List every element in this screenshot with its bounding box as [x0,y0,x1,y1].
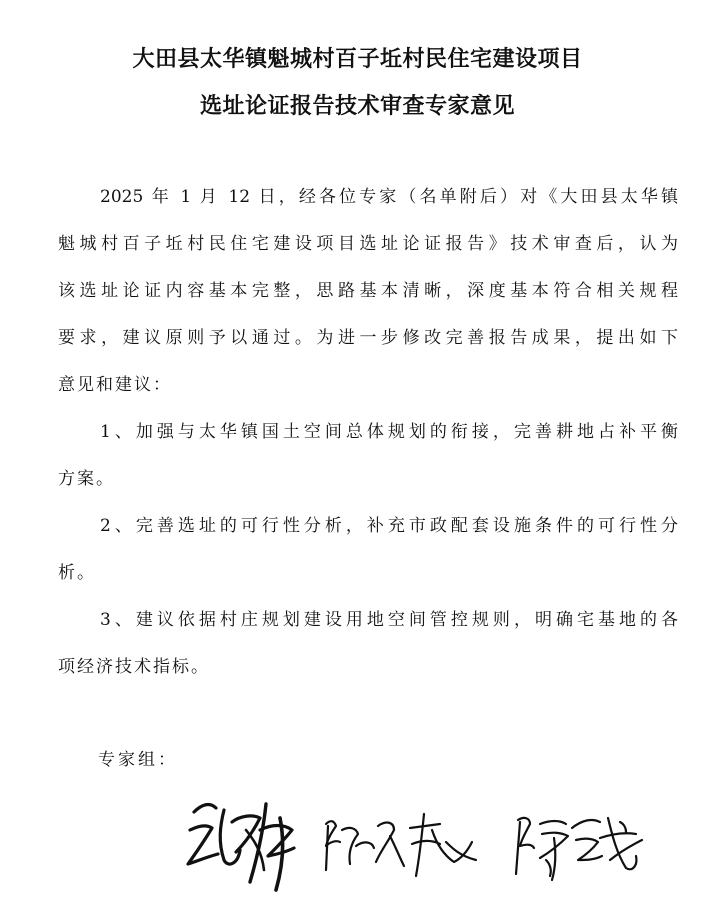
document-title-line-1: 大田县太华镇魁城村百子坵村民住宅建设项目 [132,46,583,72]
paragraph-1-line-2: 魁城村百子坵村民住宅建设项目选址论证报告》技术审查后，认为 [58,234,678,254]
paragraph-2-line-1: 1、加强与太华镇国土空间总体规划的衔接，完善耕地占补平衡 [100,422,678,442]
paragraph-1-line-3: 该选址论证内容基本完整，思路基本清晰，深度基本符合相关规程 [58,281,678,301]
signature-3 [516,818,642,880]
signature-area [180,790,660,900]
paragraph-3-line-2: 析。 [58,563,96,583]
paragraph-2-line-2: 方案。 [58,469,115,489]
paragraph-1-line-5: 意见和建议： [58,375,172,395]
paragraph-4-line-1: 3、建议依据村庄规划建设用地空间管控规则，明确宅基地的各 [100,610,678,630]
paragraph-4-line-2: 项经济技术指标。 [58,657,210,677]
expert-group-label: 专家组： [98,750,178,770]
paragraph-1-line-4: 要求，建议原则予以通过。为进一步修改完善报告成果，提出如下 [58,328,678,348]
signature-2 [326,814,476,876]
paragraph-3-line-1: 2、完善选址的可行性分析，补充市政配套设施条件的可行性分 [100,516,678,536]
document-title-line-2: 选址论证报告技术审查专家意见 [199,93,515,119]
signature-1 [188,804,294,890]
paragraph-1-line-1: 2025 年 1 月 12 日，经各位专家（名单附后）对《大田县太华镇 [100,187,678,207]
signatures-drawing [180,790,660,900]
